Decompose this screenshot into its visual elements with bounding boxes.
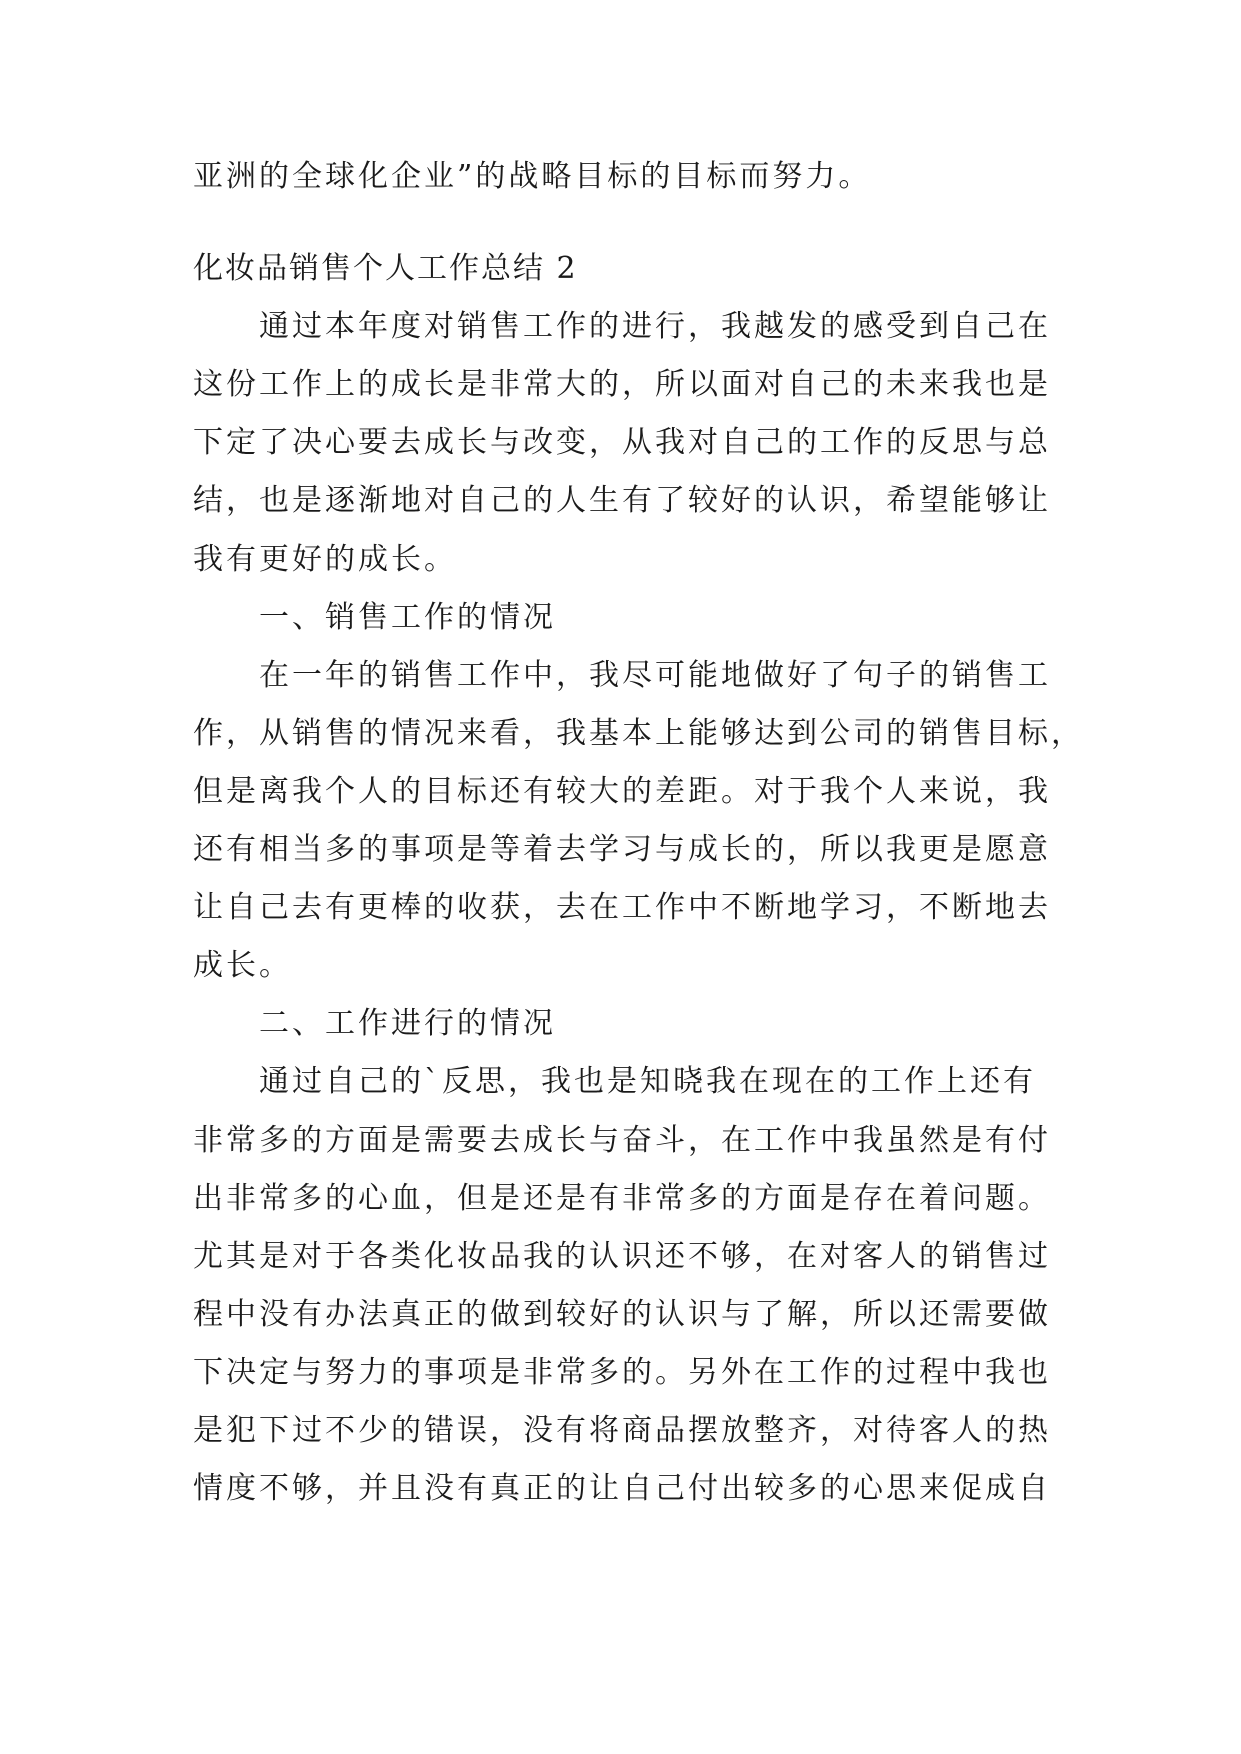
- paragraph-line: 通过自己的`反思，我也是知晓我在现在的工作上还有: [259, 1064, 1036, 1100]
- blank-line: [193, 206, 1073, 240]
- paragraph-line: 非常多的方面是需要去成长与奋斗，在工作中我虽然是有付: [193, 1122, 1051, 1158]
- subheading-work-progress: 二、工作进行的情况: [259, 1006, 556, 1042]
- paragraph-line: 尤其是对于各类化妆品我的认识还不够，在对客人的销售过: [193, 1238, 1051, 1274]
- subheading-sales-situation: 一、销售工作的情况: [259, 599, 556, 635]
- paragraph-line: 我有更好的成长。: [193, 541, 457, 577]
- paragraph-line: 但是离我个人的目标还有较大的差距。对于我个人来说，我: [193, 773, 1051, 809]
- paragraph-line: 通过本年度对销售工作的进行，我越发的感受到自己在: [259, 309, 1051, 345]
- paragraph-line: 下决定与努力的事项是非常多的。另外在工作的过程中我也: [193, 1354, 1051, 1390]
- paragraph-line: 下定了决心要去成长与改变，从我对自己的工作的反思与总: [193, 425, 1051, 461]
- section-title: 化妆品销售个人工作总结 2: [193, 251, 578, 287]
- paragraph-line: 成长。: [193, 948, 292, 984]
- paragraph-line: 作，从销售的情况来看，我基本上能够达到公司的销售目标，: [193, 715, 1084, 751]
- continued-paragraph-end: 亚洲的全球化企业”的战略目标的目标而努力。: [193, 159, 872, 194]
- paragraph-line: 结，也是逐渐地对自己的人生有了较好的认识，希望能够让: [193, 483, 1051, 519]
- paragraph-line: 出非常多的心血，但是还是有非常多的方面是存在着问题。: [193, 1180, 1051, 1216]
- document-page: [193, 148, 1084, 1518]
- paragraph-line: 情度不够，并且没有真正的让自己付出较多的心思来促成自: [193, 1471, 1051, 1507]
- paragraph-line: 让自己去有更棒的收获，去在工作中不断地学习，不断地去: [193, 890, 1051, 926]
- paragraph-line: 是犯下过不少的错误，没有将商品摆放整齐，对待客人的热: [193, 1412, 1051, 1448]
- paragraph-line: 还有相当多的事项是等着去学习与成长的，所以我更是愿意: [193, 832, 1051, 868]
- paragraph-line: 程中没有办法真正的做到较好的认识与了解，所以还需要做: [193, 1296, 1051, 1332]
- paragraph-line: 在一年的销售工作中，我尽可能地做好了句子的销售工: [259, 657, 1051, 693]
- paragraph-line: 这份工作上的成长是非常大的，所以面对自己的未来我也是: [193, 367, 1051, 403]
